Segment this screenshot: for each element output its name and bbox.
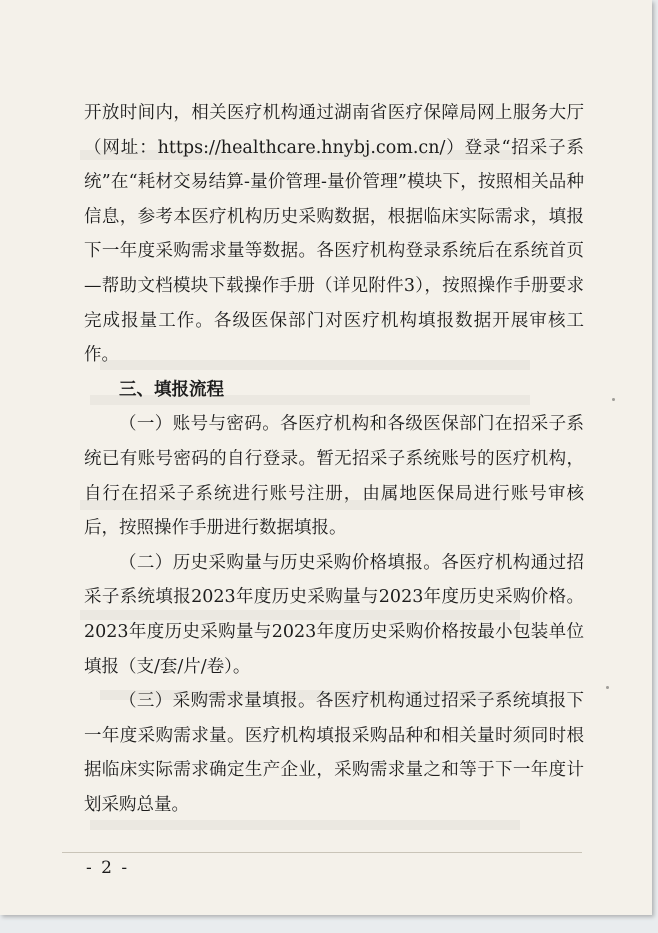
- paragraph-history: （二）历史采购量与历史采购价格填报。各医疗机构通过招采子系统填报2023年度历史采购量与2023年度历史采购价格。2023年度历史采购量与2023年度历史采购价格按最小包装单位填报（支/套/片/卷）。: [84, 552, 584, 677]
- paragraph-demand: （三）采购需求量填报。各医疗机构通过招采子系统填报下一年度采购需求量。医疗机构填报采购品种和相关量时须同时根据临床实际需求确定生产企业，采购需求量之和等于下一年度计划采购总量。: [84, 691, 584, 815]
- paragraph-account: （一）账号与密码。各医疗机构和各级医保部门在招采子系统已有账号密码的自行登录。暂无招采子系统账号的医疗机构，自行在招采子系统进行账号注册，由属地医保局进行账号审核后，按照操作手册进行数据填报。: [84, 414, 584, 539]
- scan-speck: [612, 398, 615, 401]
- document-body: [84, 96, 584, 822]
- section-heading: 三、填报流程: [119, 379, 224, 400]
- scan-speck: [606, 686, 609, 689]
- page-number: - 2 -: [86, 858, 130, 878]
- paragraph-1: 开放时间内，相关医疗机构通过湖南省医疗保障局网上服务大厅（网址：https://healthcare.hnybj.com.cn/）登录“招采子系统”在“耗材交易结算-量价管理-量价管理”模块下，按照相关品种信息，参考本医疗机构历史采购数据，根据临床实际需求，填报下一年度采购需求量等数据。各医疗机构登录系统后在系统首页—帮助文档模块下载操作手册（详见附件3），按照操作手册要求完成报量工作。各级医保部门对医疗机构填报数据开展审核工作。: [84, 103, 584, 366]
- footer-divider: [62, 852, 582, 853]
